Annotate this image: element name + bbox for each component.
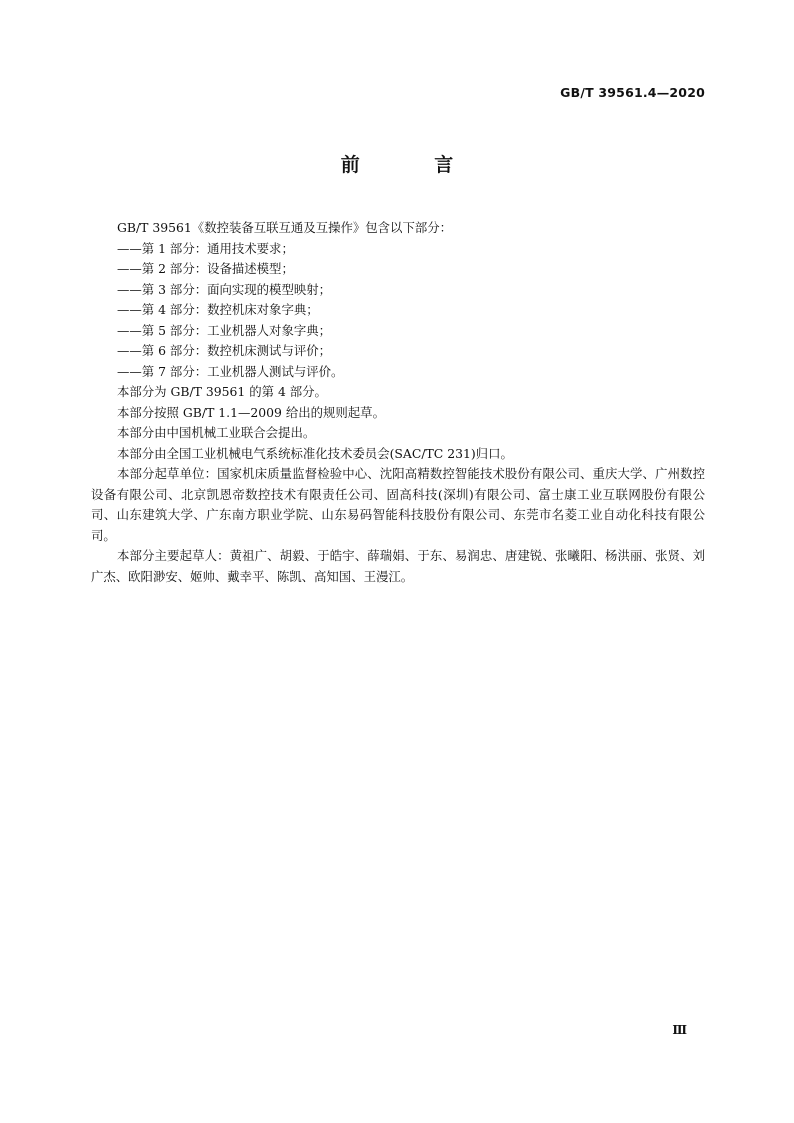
list-item-part-1: ——第 1 部分：通用技术要求； bbox=[117, 240, 294, 256]
paragraph-drafters: 本部分主要起草人：黄祖广、胡毅、于皓宇、薛瑞娟、于东、易润忠、唐建锐、张曦阳、杨洪丽、张贤、刘广杰、欧阳渺安、姬帅、戴幸平、陈凯、高知国、王漫江。 bbox=[91, 548, 705, 584]
paragraph-committee: 本部分由全国工业机械电气系统标准化技术委员会(SAC/TC 231)归口。 bbox=[117, 445, 513, 461]
paragraph-part-statement: 本部分为 GB/T 39561 的第 4 部分。 bbox=[117, 384, 327, 399]
paragraph-drafting-units: 本部分起草单位：国家机床质量监督检验中心、沈阳高精数控智能技术股份有限公司、重庆大学、广州数控设备有限公司、北京凯恩帝数控技术有限责任公司、固高科技(深圳)有限公司、富士康工业互联网股份有限公司、山东建筑大学、广东南方职业学院、山东易码智能科技股份有限公司、东莞市名菱工业自动化科技有限公司。 bbox=[91, 466, 705, 543]
list-item-part-3: ——第 3 部分：面向实现的模型映射； bbox=[117, 281, 332, 297]
paragraph-intro: GB/T 39561《数控装备互联互通及互操作》包含以下部分： bbox=[117, 220, 453, 235]
paragraph-drafting-rules: 本部分按照 GB/T 1.1—2009 给出的规则起草。 bbox=[117, 404, 385, 420]
list-item-part-6: ——第 6 部分：数控机床测试与评价； bbox=[117, 343, 332, 358]
page-title: 前 言 bbox=[340, 154, 488, 176]
paragraph-proposer: 本部分由中国机械工业联合会提出。 bbox=[117, 425, 316, 440]
list-item-part-2: ——第 2 部分：设备描述模型； bbox=[117, 261, 294, 276]
page-number: Ⅲ bbox=[672, 1023, 687, 1037]
list-item-part-4: ——第 4 部分：数控机床对象字典； bbox=[117, 302, 319, 317]
foreword-body bbox=[91, 218, 705, 587]
standard-code: GB/T 39561.4—2020 bbox=[560, 85, 705, 100]
list-item-part-5: ——第 5 部分：工业机器人对象字典； bbox=[117, 322, 332, 338]
list-item-part-7: ——第 7 部分：工业机器人测试与评价。 bbox=[117, 363, 344, 379]
